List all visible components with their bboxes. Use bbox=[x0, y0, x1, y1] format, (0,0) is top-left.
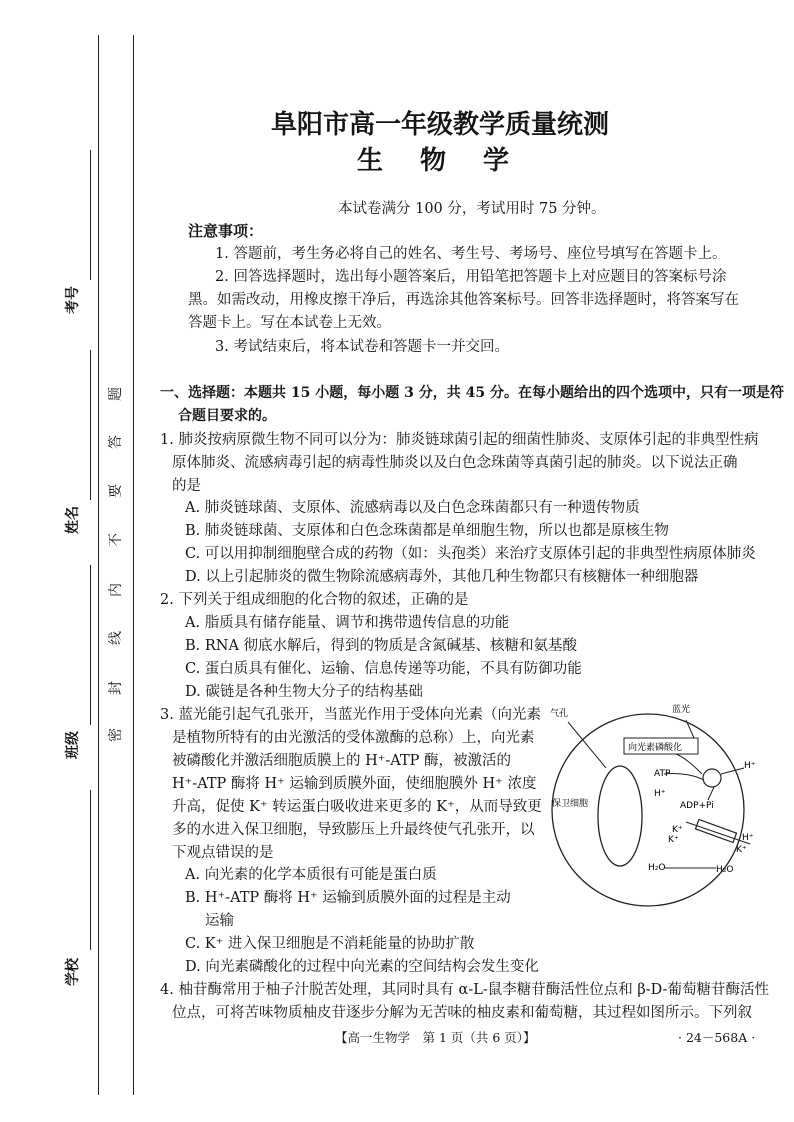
binding-line-right bbox=[133, 35, 134, 1095]
question-stem: 多的水进入保卫细胞，导致膨压上升最终使气孔张开，以 bbox=[172, 822, 535, 838]
atp-label: ATP bbox=[654, 769, 671, 779]
question-stem: 位点，可将苦味物质柚皮苷逐步分解为无苦味的柚皮素和葡萄糖，其过程如图所示。下列叙 bbox=[172, 1005, 752, 1021]
exam-info: 本试卷满分 100 分，考试用时 75 分钟。 bbox=[338, 201, 606, 217]
k-in-arrow bbox=[686, 822, 750, 844]
notice-heading: 注意事项： bbox=[188, 222, 264, 240]
question-stem: 1. 肺炎按病原微生物不同可以分为：肺炎链球菌引起的细菌性肺炎、支原体引起的非典型性病 bbox=[160, 432, 759, 448]
seal-char: 不 bbox=[108, 533, 124, 547]
h-plus-label: H⁺ bbox=[654, 789, 666, 799]
section-heading: 合题目要求的。 bbox=[178, 408, 276, 424]
atpase-pump bbox=[703, 769, 721, 787]
seal-char: 答 bbox=[108, 435, 124, 449]
guard-cell-diagram bbox=[536, 698, 772, 910]
h-plus-label: H⁺ bbox=[742, 833, 754, 843]
question-stem: 原体肺炎、流感病毒引起的病毒性肺炎以及白色念珠菌等真菌引起的肺炎。以下说法正确 bbox=[172, 455, 738, 471]
h-plus-out-label: H⁺ bbox=[744, 761, 756, 771]
field-exam-number-line bbox=[90, 150, 91, 280]
seal-char: 内 bbox=[108, 583, 124, 597]
stoma-label: 气孔 bbox=[550, 709, 569, 719]
seal-char: 题 bbox=[108, 387, 124, 401]
paper-code: · 24－568A · bbox=[678, 1030, 756, 1045]
option-b: B. RNA 彻底水解后，得到的物质是含氮碱基、核糖和氨基酸 bbox=[185, 638, 578, 654]
exam-title: 阜阳市高一年级教学质量统测 bbox=[270, 110, 609, 140]
option-b: B. H⁺-ATP 酶将 H⁺ 运输到质膜外面的过程是主动 bbox=[185, 890, 511, 906]
option-d: D. 碳链是各种生物大分子的结构基础 bbox=[185, 684, 423, 700]
h-pump-out bbox=[721, 768, 744, 774]
field-name-label: 姓名 bbox=[65, 506, 81, 534]
option-b-cont: 运输 bbox=[205, 913, 234, 929]
option-b: B. 肺炎链球菌、支原体和白色念珠菌都是单细胞生物，所以也都是原核生物 bbox=[185, 523, 669, 539]
question-stem: 2. 下列关于组成细胞的化合物的叙述，正确的是 bbox=[160, 592, 469, 608]
phosphorylation-arrow bbox=[676, 754, 702, 774]
adp-arrow bbox=[708, 787, 714, 800]
option-a: A. 脂质具有储存能量、调节和携带遗传信息的功能 bbox=[185, 615, 510, 631]
option-d: D. 向光素磷酸化的过程中向光素的空间结构会发生变化 bbox=[185, 959, 539, 975]
field-exam-number-label: 考号 bbox=[65, 286, 81, 314]
phosphorylation-label: 向光素磷酸化 bbox=[628, 743, 683, 753]
k-plus-label: K⁺ bbox=[668, 835, 679, 845]
stoma-pointer bbox=[568, 722, 606, 768]
notice-item: 黑。如需改动，用橡皮擦干净后，再选涂其他答案标号。回答非选择题时，将答案写在 bbox=[188, 292, 739, 308]
binding-line-left bbox=[98, 35, 99, 1095]
k-plus-label: K⁺ bbox=[672, 825, 683, 835]
k-plus-label: K⁺ bbox=[736, 845, 747, 855]
h2o-label: H₂O bbox=[648, 863, 666, 873]
guard-cell-label: 保卫细胞 bbox=[552, 799, 589, 809]
field-school-label: 学校 bbox=[65, 958, 81, 986]
subject-title: 生 物 学 bbox=[356, 146, 524, 176]
blue-light-label: 蓝光 bbox=[672, 705, 691, 715]
stoma-pore bbox=[598, 766, 642, 866]
option-c: C. K⁺ 进入保卫细胞是不消耗能量的协助扩散 bbox=[185, 936, 475, 952]
h2o-label: H₂O bbox=[716, 865, 734, 875]
option-d: D. 以上引起肺炎的微生物除流感病毒外，其他几种生物都只有核糖体一种细胞器 bbox=[185, 569, 699, 585]
field-name-line bbox=[90, 350, 91, 500]
question-stem: 下观点错误的是 bbox=[172, 845, 274, 861]
question-stem: H⁺-ATP 酶将 H⁺ 运输到质膜外面，使细胞膜外 H⁺ 浓度 bbox=[172, 776, 537, 792]
option-a: A. 向光素的化学本质很有可能是蛋白质 bbox=[185, 867, 437, 883]
field-class-line bbox=[90, 565, 91, 725]
seal-char: 线 bbox=[108, 631, 124, 645]
question-stem: 是植物所特有的由光激活的受体激酶的总称）上，向光素 bbox=[172, 730, 535, 746]
adp-label: ADP+Pi bbox=[680, 801, 714, 811]
question-stem: 被磷酸化并激活细胞质膜上的 H⁺-ATP 酶，被激活的 bbox=[172, 753, 512, 769]
question-stem: 3. 蓝光能引起气孔张开，当蓝光作用于受体向光素（向光素 bbox=[160, 707, 541, 723]
question-stem: 的是 bbox=[172, 478, 201, 494]
question-stem: 4. 柚苷酶常用于柚子汁脱苦处理，其同时具有 α-L-鼠李糖苷酶活性位点和 β-D-葡萄糖苷酶活性 bbox=[160, 982, 769, 998]
field-class-label: 班级 bbox=[65, 731, 81, 759]
seal-char: 密 bbox=[108, 728, 124, 742]
page-footer: 【高一生物学 第 1 页（共 6 页）】 bbox=[335, 1030, 536, 1045]
notice-item: 答题卡上。写在本试卷上无效。 bbox=[188, 315, 391, 331]
notice-item: 2. 回答选择题时，选出每小题答案后，用铅笔把答题卡上对应题目的答案标号涂 bbox=[215, 269, 727, 285]
option-c: C. 蛋白质具有催化、运输、信息传递等功能，不具有防御功能 bbox=[185, 661, 582, 677]
section-heading: 一、选择题：本题共 15 小题，每小题 3 分，共 45 分。在每小题给出的四个选项中，只有一项是符 bbox=[160, 385, 784, 401]
option-a: A. 肺炎链球菌、支原体、流感病毒以及白色念珠菌都只有一种遗传物质 bbox=[185, 500, 640, 516]
seal-char: 封 bbox=[108, 681, 124, 695]
question-stem: 升高，促使 K⁺ 转运蛋白吸收进来更多的 K⁺，从而导致更 bbox=[172, 799, 542, 815]
notice-item: 1. 答题前，考生务必将自己的姓名、考生号、考场号、座位号填写在答题卡上。 bbox=[215, 246, 727, 262]
seal-char: 要 bbox=[108, 484, 124, 498]
blue-light-arrow bbox=[686, 720, 694, 738]
k-transporter bbox=[695, 819, 736, 842]
field-school-line bbox=[90, 790, 91, 950]
option-c: C. 可以用抑制细胞壁合成的药物（如：头孢类）来治疗支原体引起的非典型性病原体肺炎 bbox=[185, 546, 756, 562]
notice-item: 3. 考试结束后，将本试卷和答题卡一并交回。 bbox=[215, 339, 509, 355]
